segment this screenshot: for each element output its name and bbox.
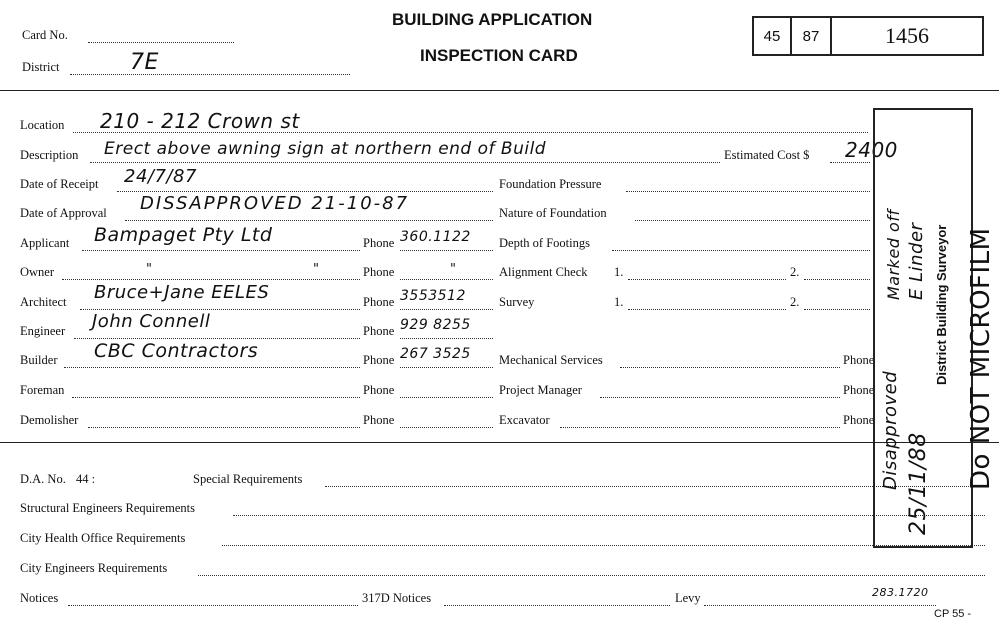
notices-317d-line xyxy=(444,605,670,606)
architect-phone-label: Phone xyxy=(363,295,395,309)
foreman-phone-label: Phone xyxy=(363,383,395,397)
survey-1-label: 1. xyxy=(614,295,624,309)
description-value: Erect above awning sign at northern end of Build xyxy=(104,139,547,159)
city-engineers-label: City Engineers Requirements xyxy=(20,561,168,575)
foreman-label: Foreman xyxy=(20,383,65,397)
levy-value: 283.1720 xyxy=(872,586,929,599)
box-a: 45 xyxy=(752,16,792,56)
date-approval-label: Date of Approval xyxy=(20,206,107,220)
location-value: 210 - 212 Crown st xyxy=(100,109,300,133)
alignment-check-label: Alignment Check xyxy=(499,265,588,279)
builder-phone-line xyxy=(400,367,493,368)
estimated-cost-value: 2400 xyxy=(845,138,898,162)
top-rule xyxy=(0,90,999,91)
excavator-line xyxy=(560,427,840,428)
box-b: 87 xyxy=(790,16,832,56)
builder-line xyxy=(64,367,360,368)
survey-2-line xyxy=(804,309,870,310)
applicant-phone-label: Phone xyxy=(363,236,395,250)
survey-2-label: 2. xyxy=(790,295,800,309)
description-line xyxy=(90,162,720,163)
district-label: District xyxy=(22,60,60,74)
middle-rule xyxy=(0,442,999,443)
builder-label: Builder xyxy=(20,353,58,367)
cost-line xyxy=(830,162,870,163)
notices-317d-label: 317D Notices xyxy=(362,591,432,605)
date-receipt-label: Date of Receipt xyxy=(20,177,99,191)
engineer-phone: 929 8255 xyxy=(400,317,471,333)
engineer-phone-label: Phone xyxy=(363,324,395,338)
foreman-phone-line xyxy=(400,397,493,398)
title-line1: BUILDING APPLICATION xyxy=(392,10,593,29)
owner-line xyxy=(62,279,360,280)
location-label: Location xyxy=(20,118,65,132)
demolisher-phone-label: Phone xyxy=(363,413,395,427)
engineer-line xyxy=(74,338,360,339)
architect-value: Bruce+Jane EELES xyxy=(94,282,270,303)
date-approval-value: DISSAPPROVED 21-10-87 xyxy=(140,193,410,214)
health-label: City Health Office Requirements xyxy=(20,531,186,545)
foreman-line xyxy=(72,397,360,398)
owner-value-2: " xyxy=(313,262,320,277)
project-manager-line xyxy=(600,397,840,398)
card-number-box: 1456 xyxy=(830,16,984,56)
owner-label: Owner xyxy=(20,265,55,279)
alignment-1-line xyxy=(628,279,786,280)
builder-value: CBC Contractors xyxy=(94,340,259,362)
receipt-line xyxy=(117,191,493,192)
demolisher-line xyxy=(88,427,360,428)
project-manager-phone-label: Phone xyxy=(843,383,875,397)
owner-phone-label: Phone xyxy=(363,265,395,279)
excavator-phone-label: Phone xyxy=(843,413,875,427)
depth-footings-label: Depth of Footings xyxy=(499,236,590,250)
engineer-phone-line xyxy=(400,338,493,339)
alignment-2-label: 2. xyxy=(790,265,800,279)
card-no-label: Card No. xyxy=(22,28,68,42)
demolisher-label: Demolisher xyxy=(20,413,79,427)
special-requirements-label: Special Requirements xyxy=(193,472,303,486)
owner-phone-line xyxy=(400,279,493,280)
alignment-1-label: 1. xyxy=(614,265,624,279)
mechanical-label: Mechanical Services xyxy=(499,353,603,367)
owner-value: " xyxy=(146,262,153,277)
mechanical-line xyxy=(620,367,840,368)
foundation-pressure-label: Foundation Pressure xyxy=(499,177,602,191)
project-manager-label: Project Manager xyxy=(499,383,582,397)
levy-line xyxy=(704,605,936,606)
demolisher-phone-line xyxy=(400,427,493,428)
engineer-label: Engineer xyxy=(20,324,66,338)
stamp-date: 25/11/88 xyxy=(906,432,931,535)
approval-line xyxy=(125,220,493,221)
date-receipt-value: 24/7/87 xyxy=(124,166,197,187)
applicant-label: Applicant xyxy=(20,236,70,250)
applicant-phone: 360.1122 xyxy=(400,229,471,245)
engineer-value: John Connell xyxy=(92,311,211,332)
owner-phone: " xyxy=(450,262,457,277)
builder-phone: 267 3525 xyxy=(400,346,471,362)
foundation-pressure-line xyxy=(626,191,870,192)
structural-label: Structural Engineers Requirements xyxy=(20,501,195,515)
architect-phone-line xyxy=(400,309,493,310)
stamp-marked-off: Marked off xyxy=(884,209,903,300)
applicant-line xyxy=(82,250,360,251)
builder-phone-label: Phone xyxy=(363,353,395,367)
survey-1-line xyxy=(628,309,786,310)
stamp-signature: E Linder xyxy=(906,222,927,300)
city-engineers-line xyxy=(198,575,985,576)
stamp-disapproved: Disapproved xyxy=(880,370,901,490)
card-no-line xyxy=(88,42,234,43)
notices-line xyxy=(68,605,358,606)
title-line2: INSPECTION CARD xyxy=(420,46,578,65)
estimated-cost-label: Estimated Cost $ xyxy=(724,148,810,162)
do-not-microfilm-note: Do NOT MICROFILM xyxy=(966,227,996,490)
excavator-label: Excavator xyxy=(499,413,550,427)
nature-foundation-line xyxy=(635,220,870,221)
architect-line xyxy=(80,309,360,310)
district-line xyxy=(70,74,350,75)
stamp-district-surveyor: District Building Surveyor xyxy=(934,224,949,385)
footer-code: CP 55 - xyxy=(934,608,972,620)
levy-label: Levy xyxy=(675,591,701,605)
survey-label: Survey xyxy=(499,295,535,309)
notices-label: Notices xyxy=(20,591,59,605)
alignment-2-line xyxy=(804,279,870,280)
nature-foundation-label: Nature of Foundation xyxy=(499,206,607,220)
da-label: D.A. No. xyxy=(20,472,66,486)
health-line xyxy=(222,545,985,546)
da-value: 44 : xyxy=(76,472,96,486)
mechanical-phone-label: Phone xyxy=(843,353,875,367)
depth-footings-line xyxy=(612,250,870,251)
applicant-value: Bampaget Pty Ltd xyxy=(94,224,273,246)
architect-label: Architect xyxy=(20,295,67,309)
district-value: 7E xyxy=(130,50,159,75)
architect-phone: 3553512 xyxy=(400,288,466,304)
applicant-phone-line xyxy=(400,250,493,251)
description-label: Description xyxy=(20,148,79,162)
